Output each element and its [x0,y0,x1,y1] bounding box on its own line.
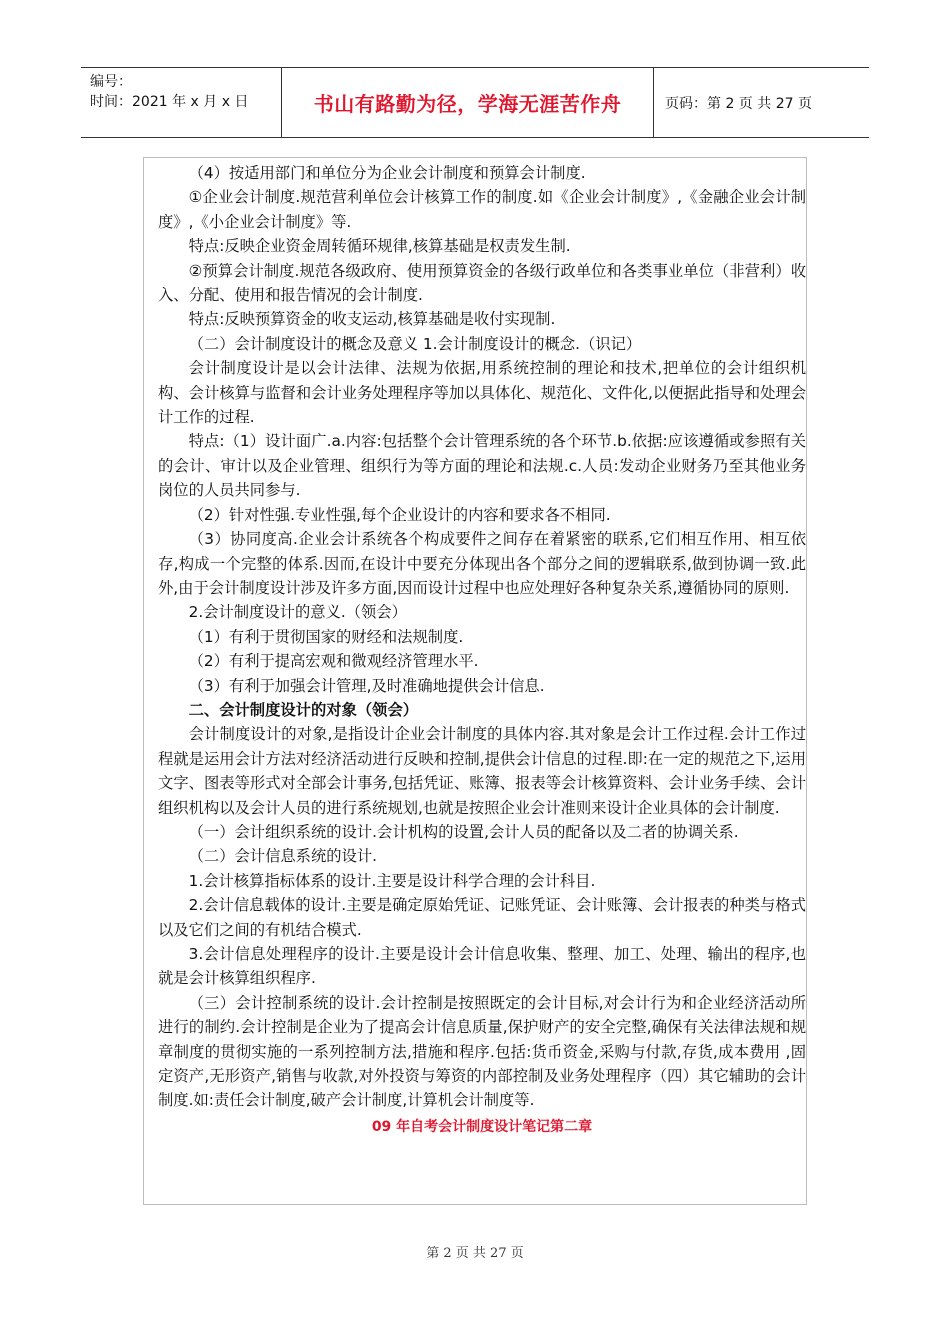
paragraph: （二）会计制度设计的概念及意义 1.会计制度设计的概念.（识记） [188,334,642,353]
paragraph: ②预算会计制度.规范各级政府、使用预算资金的各级行政单位和各类事业单位（非营利）收入、分配、使用和报告情况的会计制度. [158,261,806,305]
document-body [158,161,806,1139]
paragraph: （一）会计组织系统的设计.会计机构的设置,会计人员的配备以及二者的协调关系. [188,822,739,841]
paragraph: 2.会计制度设计的意义.（领会） [188,603,407,622]
paragraph: 3.会计信息处理程序的设计.主要是设计会计信息收集、整理、加工、处理、输出的程序,也就是会计核算组织程序. [158,945,806,988]
paragraph: 2.会计信息载体的设计.主要是确定原始凭证、记账凭证、会计账簿、会计报表的种类与格式以及它们之间的有机结合模式. [158,896,806,939]
paragraph: 1.会计核算指标体系的设计.主要是设计科学合理的会计科目. [188,871,596,890]
section-heading: 二、会计制度设计的对象（领会） [188,700,419,719]
paragraph: （4）按适用部门和单位分为企业会计制度和预算会计制度. [188,164,586,182]
paragraph: 特点:反映预算资金的收支运动,核算基础是收付实现制. [188,310,556,329]
paragraph: ①企业会计制度.规范营利单位会计核算工作的制度.如《企业会计制度》,《金融企业会计制度》,《小企业会计制度》等. [158,188,806,231]
page-footer: 第 2 页 共 27 页 [426,1246,524,1261]
paragraph: （三）会计控制系统的设计.会计控制是按照既定的会计目标,对会计行为和企业经济活动所进行的制约.会计控制是企业为了提高会计信息质量,保护财产的安全完整,确保有关法律法规和规章制度的贯彻实施的一系列控制方法,措施和程序.包括:货币资金,采购与付款,存货,成本费用 ,固定资产,无形资产,销售与收款,对外投资与筹资的内部控制及业务处理程序（四）其它辅助的会计制度.如:责任会计制度,破产会计制度,计算机会计制度等. [158,993,806,1110]
paragraph: （1）有利于贯彻国家的财经和法规制度. [188,627,464,646]
header-table [81,67,869,138]
paragraph: （3）协同度高.企业会计系统各个构成要件之间存在着紧密的联系,它们相互作用、相互依存,构成一个完整的体系.因而,在设计中要充分体现出各个部分之间的逻辑联系,做到协调一致.此外,由于会计制度设计涉及许多方面,因而设计过程中也应处理好各种复杂关系,遵循协同的原则. [158,530,806,597]
header-meta-cell [81,68,282,137]
header-page-info: 页码：第 2 页 共 27 页 [665,95,812,112]
paragraph: （2）有利于提高宏观和微观经济管理水平. [188,652,479,671]
header-motto: 书山有路勤为径，学海无涯苦作舟 [282,68,654,137]
paragraph: （3）有利于加强会计管理,及时准确地提供会计信息. [188,676,545,695]
document-time-label: 时间：2021 年 x 月 x 日 [90,94,249,110]
paragraph: 特点:（1）设计面广.a.内容:包括整个会计管理系统的各个环节.b.依据:应该遵循或参照有关的会计、审计以及企业管理、组织行为等方面的理论和法规.c.人员:发动企业财务乃至其他业务岗位的人员共同参与. [158,432,806,500]
paragraph: 会计制度设计的对象,是指设计企业会计制度的具体内容.其对象是会计工作过程.会计工作过程就是运用会计方法对经济活动进行反映和控制,提供会计信息的过程.即:在一定的规范之下,运用文字、图表等形式对全部会计事务,包括凭证、账簿、报表等会计核算资料、会计业务手续、会计组织机构以及会计人员的进行系统规划,也就是按照企业会计准则来设计企业具体的会计制度. [158,725,806,817]
paragraph: （2）针对性强.专业性强,每个企业设计的内容和要求各不相同. [188,505,611,524]
chapter-title: 09 年自考会计制度设计笔记第二章 [371,1118,593,1135]
document-number-label: 编号： [90,74,132,90]
paragraph: 特点:反映企业资金周转循环规律,核算基础是权责发生制. [188,237,571,256]
paragraph: （二）会计信息系统的设计. [188,847,378,866]
paragraph: 会计制度设计是以会计法律、法规为依据,用系统控制的理论和技术,把单位的会计组织机构、会计核算与监督和会计业务处理程序等加以具体化、规范化、文件化,以便据此指导和处理会计工作的过程. [158,359,806,427]
